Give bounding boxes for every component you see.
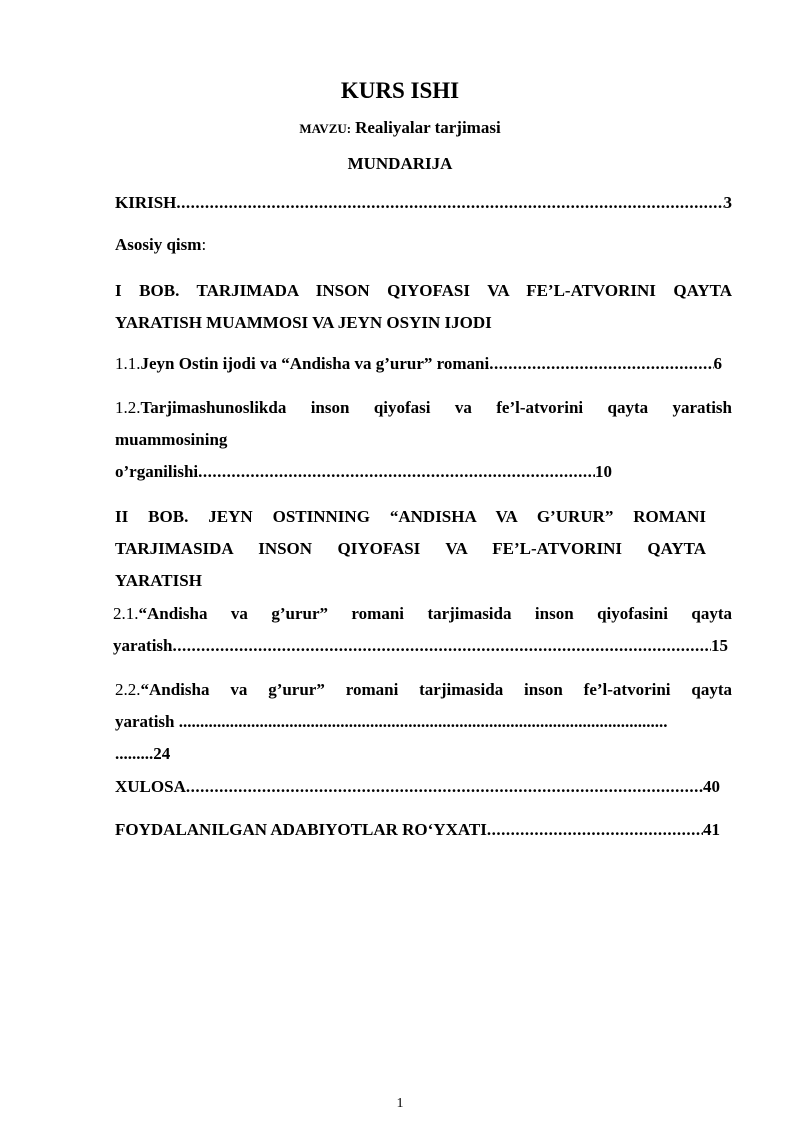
toc-entry-kirish (115, 187, 732, 219)
toc-row (115, 187, 732, 219)
toc-section-1-2-line-2: muammosining (115, 430, 228, 449)
toc-entry-text: “Andisha va g’urur” romani tarjimasida inson qiyofasini qayta (138, 604, 732, 623)
toc-leader-dots (186, 771, 703, 803)
toc-row (115, 456, 612, 488)
toc-page-number: 6 (713, 354, 722, 373)
toc-section-number: 2.2. (115, 680, 141, 699)
toc-entry-text: o’rganilishi (115, 462, 199, 481)
toc-main-part-colon: : (201, 235, 207, 254)
toc-entry-text: Jeyn Ostin ijodi va “Andisha va g’urur” romani (140, 354, 490, 373)
toc-page-number: 10 (595, 462, 612, 481)
toc-entry-text: Tarjimashunoslikda inson qiyofasi va fe’l-atvorini qayta yaratish (140, 398, 732, 417)
toc-entry-text: FOYDALANILGAN ADABIYOTLAR RO‘YXATI (115, 820, 487, 839)
toc-entry-text: KIRISH (115, 193, 177, 212)
toc-row (115, 348, 722, 380)
toc-leader-dots (487, 814, 703, 846)
toc-main-part-label: Asosiy qism (115, 235, 202, 254)
toc-entry-xulosa (115, 771, 720, 803)
toc-leader-dots (176, 187, 723, 219)
toc-entry-references (115, 814, 720, 846)
page-number: 1 (396, 1096, 404, 1111)
toc-entry-text: “Andisha va g’urur” romani tarjimasida inson fe’l-atvorini qayta (140, 680, 732, 699)
toc-section-2-2-line-1 (115, 674, 732, 706)
toc-leader-dots (173, 630, 712, 662)
toc-section-2-1-line-1 (113, 598, 732, 630)
toc-section-2-2 (115, 674, 732, 770)
toc-chapter-2 (115, 501, 706, 597)
toc-chapter-2-line-2: TARJIMASIDA INSON QIYOFASI VA FE’L-ATVORINI QAYTA (115, 539, 706, 558)
toc-page-number: 41 (703, 820, 720, 839)
toc-chapter-1-line-2: YARATISH MUAMMOSI VA JEYN OSYIN IJODI (115, 313, 492, 332)
toc-main-part (115, 229, 732, 261)
toc-section-2-2-line-3: .........24 (115, 744, 171, 763)
toc-page-number: 3 (723, 193, 732, 212)
toc-section-1-2 (115, 392, 732, 488)
topic-value: Realiyalar tarjimasi (355, 118, 501, 137)
toc-chapter-1-line-1: I BOB. TARJIMADA INSON QIYOFASI VA FE’L-ATVORINI QAYTA (115, 281, 732, 300)
toc-chapter-2-line-3: YARATISH (115, 571, 202, 590)
toc-row (113, 630, 728, 662)
topic-line (0, 118, 800, 138)
toc-entry-text: XULOSA (115, 777, 186, 796)
document-title: KURS ISHI (340, 78, 460, 103)
toc-section-number: 1.1. (115, 354, 141, 373)
toc-section-2-1 (113, 598, 732, 662)
toc-chapter-1 (115, 275, 732, 339)
topic-label: MAVZU: (299, 121, 352, 136)
contents-heading: MUNDARIJA (347, 154, 453, 173)
toc-section-2-2-line-2: yaratish ................................................................................................................... (115, 712, 668, 731)
toc-page-number: 15 (711, 636, 728, 655)
toc-section-1-2-line-1 (115, 392, 732, 424)
toc-section-1-1 (115, 348, 722, 380)
toc-leader-dots (198, 456, 595, 488)
toc-row (115, 771, 720, 803)
toc-leader-dots (489, 348, 713, 380)
toc-page-number: 40 (703, 777, 720, 796)
toc-entry-text: yaratish (113, 636, 173, 655)
toc-row (115, 814, 720, 846)
toc-chapter-2-line-1: II BOB. JEYN OSTINNING “ANDISHA VA G’URUR” ROMANI (115, 507, 706, 526)
toc-section-number: 1.2. (115, 398, 141, 417)
toc-section-number: 2.1. (113, 604, 139, 623)
